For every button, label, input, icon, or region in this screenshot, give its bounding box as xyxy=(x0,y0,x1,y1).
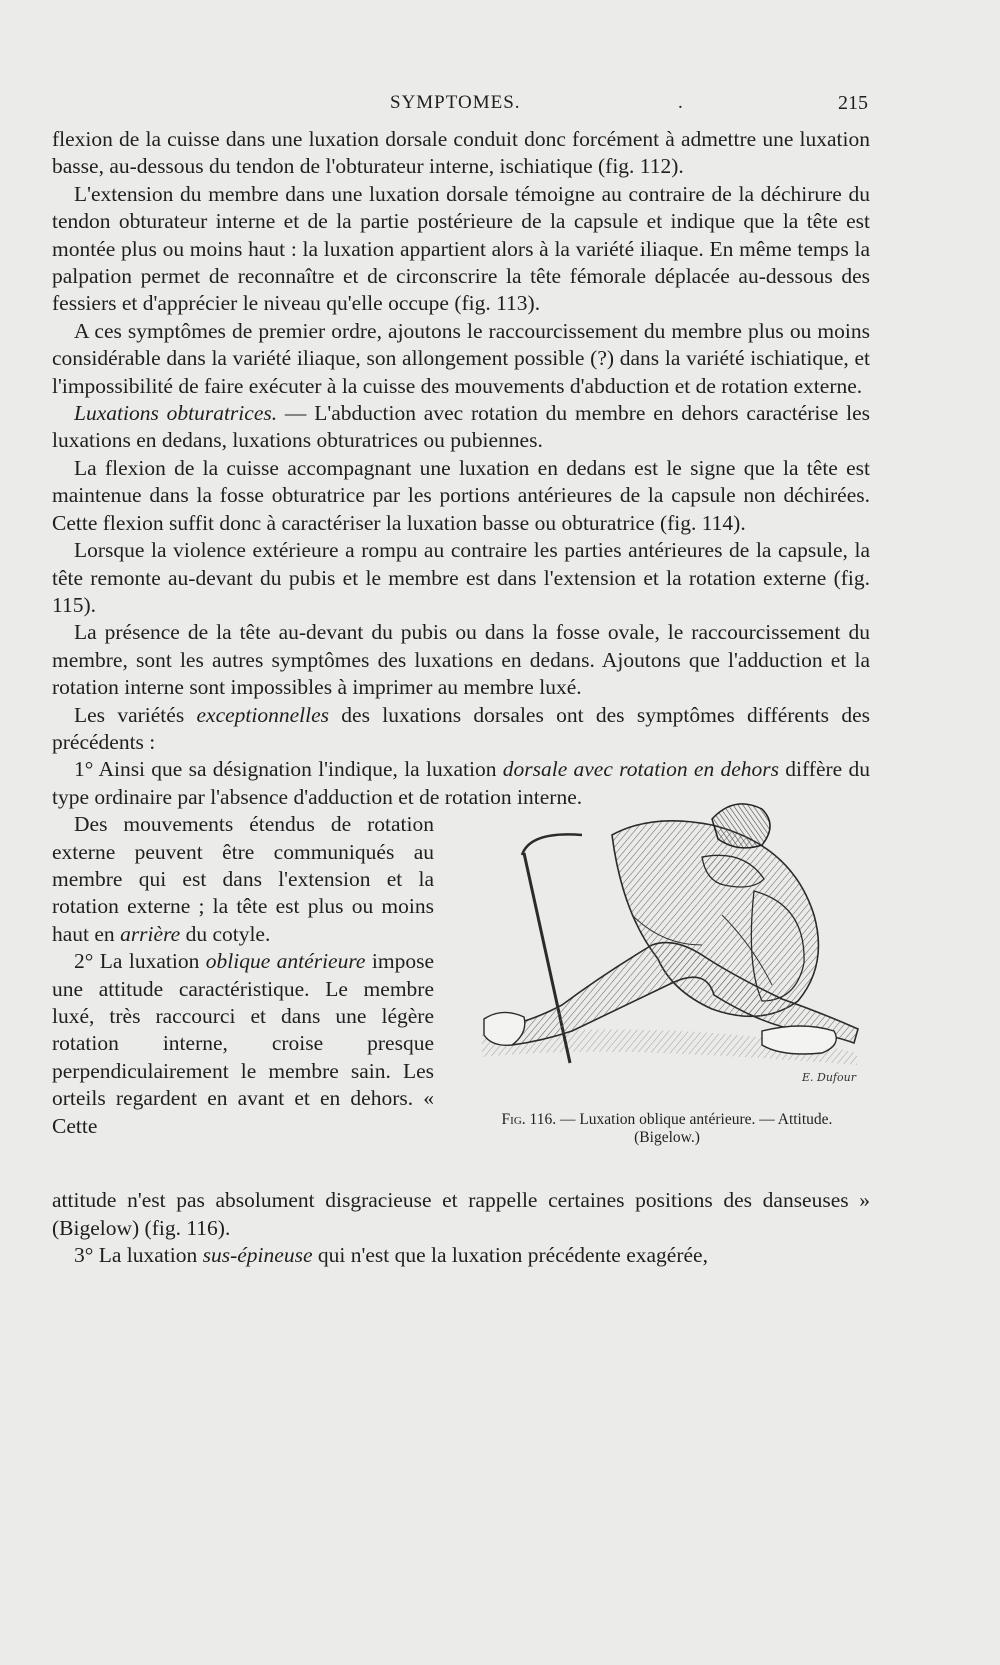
list-item-2-end: attitude n'est pas absolument disgracieuse et rappelle certaines positions des danseuses » (Bigelow) (fig. 116). xyxy=(52,1188,870,1240)
emphasis: sus-épineuse xyxy=(202,1242,313,1267)
paragraph-obturatrices xyxy=(52,400,870,455)
caption-credit: (Bigelow.) xyxy=(634,1129,700,1147)
engraving-illustration-icon xyxy=(462,795,872,1095)
paragraph: La présence de la tête au-devant du pubis ou dans la fosse ovale, le raccourcissement du membre, sont les autres symptômes des luxations en dedans. Ajoutons que l'adduction et la rotation interne sont impossibles à imprimer au membre luxé. xyxy=(52,620,870,700)
paragraph-continued: flexion de la cuisse dans une luxation dorsale conduit donc forcément à admettre une luxation basse, au-dessous du tendon de l'obturateur interne, ischiatique (fig. 112). xyxy=(52,127,870,179)
paragraph-text: 1° Ainsi que sa désignation l'indique, la luxation xyxy=(74,757,503,782)
list-item-2 xyxy=(52,948,434,1140)
emphasis: dorsale avec rotation en dehors xyxy=(502,757,780,782)
emphasis: arrière xyxy=(120,921,181,946)
paragraph-text: des luxations dorsales ont des symptômes différents des précédents : xyxy=(52,702,870,754)
page-number: 215 xyxy=(838,92,868,114)
paragraph-text: qui n'est que la luxation précédente exagérée, xyxy=(312,1242,708,1267)
wrap-text-column xyxy=(52,811,434,1140)
paragraph: La flexion de la cuisse accompagnant une luxation en dedans est le signe que la tête est maintenue dans la fosse obturatrice par les portions antérieures de la capsule non déchirées. Cette flexion suffit donc à caractériser la luxation basse ou obturatrice (fig. 114). xyxy=(52,455,870,535)
header-dot: . xyxy=(678,92,683,113)
paragraph-text: du cotyle. xyxy=(180,921,271,946)
paragraph: L'extension du membre dans une luxation dorsale témoigne au contraire de la déchirure du tendon obturateur interne et de la partie postérieure de la capsule et indique que la tête est montée plus ou moins haut : la luxation appartient alors à la variété iliaque. En même temps la palpation permet de reconnaître et de circonscrire la tête fémorale déplacée au-dessous des fessiers et d'apprécier le niveau qu'elle occupe (fig. 113). xyxy=(52,181,870,316)
paragraph: Lorsque la violence extérieure a rompu au contraire les parties antérieures de la capsule, la tête remonte au-devant du pubis et le membre est dans l'extension et la rotation externe (fig. 115). xyxy=(52,538,870,617)
paragraph-text: Les variétés xyxy=(74,702,197,727)
paragraph-text: impose une attitude caractéristique. Le membre luxé, très raccourci et dans une légère rotation interne, croise presque perpendiculairement le membre sain. Les orteils regardent en avant et en dehors. « Cette xyxy=(52,949,434,1138)
caption-line xyxy=(462,1111,872,1129)
page-header xyxy=(52,92,868,122)
list-item-3 xyxy=(52,1242,870,1269)
paragraph-text: 2° La luxation xyxy=(74,949,206,974)
paragraph-exceptional xyxy=(52,702,870,757)
running-head: SYMPTOMES. xyxy=(390,92,521,113)
body-text xyxy=(52,126,870,1269)
paragraph-text: — L'abduction avec rotation du membre en dehors caractérise les luxations en dedans, luxations obturatrices ou pubiennes. xyxy=(52,401,871,453)
caption-text: — Luxation oblique antérieure. — Attitude. xyxy=(556,1111,833,1129)
list-item-1-continued xyxy=(52,811,434,948)
section-heading-obturatrices: Luxations obturatrices. xyxy=(74,401,278,426)
figure-caption xyxy=(462,1111,872,1147)
emphasis: exceptionnelles xyxy=(196,702,330,727)
figure-wrap-block xyxy=(52,811,870,1187)
figure-number: Fig. 116. xyxy=(501,1111,557,1129)
paragraph: A ces symptômes de premier ordre, ajoutons le raccourcissement du membre plus ou moins considérable dans la variété iliaque, son allongement possible (?) dans la variété ischiatique, et l'impossibilité de faire exécuter à la cuisse des mouvements d'abduction et de rotation externe. xyxy=(52,318,870,398)
paragraph-text: diffère du type ordinaire par l'absence d'adduction et de rotation interne. xyxy=(52,757,870,809)
figure-116 xyxy=(462,795,872,1141)
artist-signature: E. Dufour xyxy=(802,1071,856,1085)
paragraph-text: 3° La luxation xyxy=(74,1242,203,1267)
paragraph-text: Des mouvements étendus de rotation externe peuvent être communiqués au membre qui est dans l'extension et la rotation externe ; la tête est plus ou moins haut en xyxy=(52,812,434,946)
emphasis: oblique antérieure xyxy=(205,949,366,974)
